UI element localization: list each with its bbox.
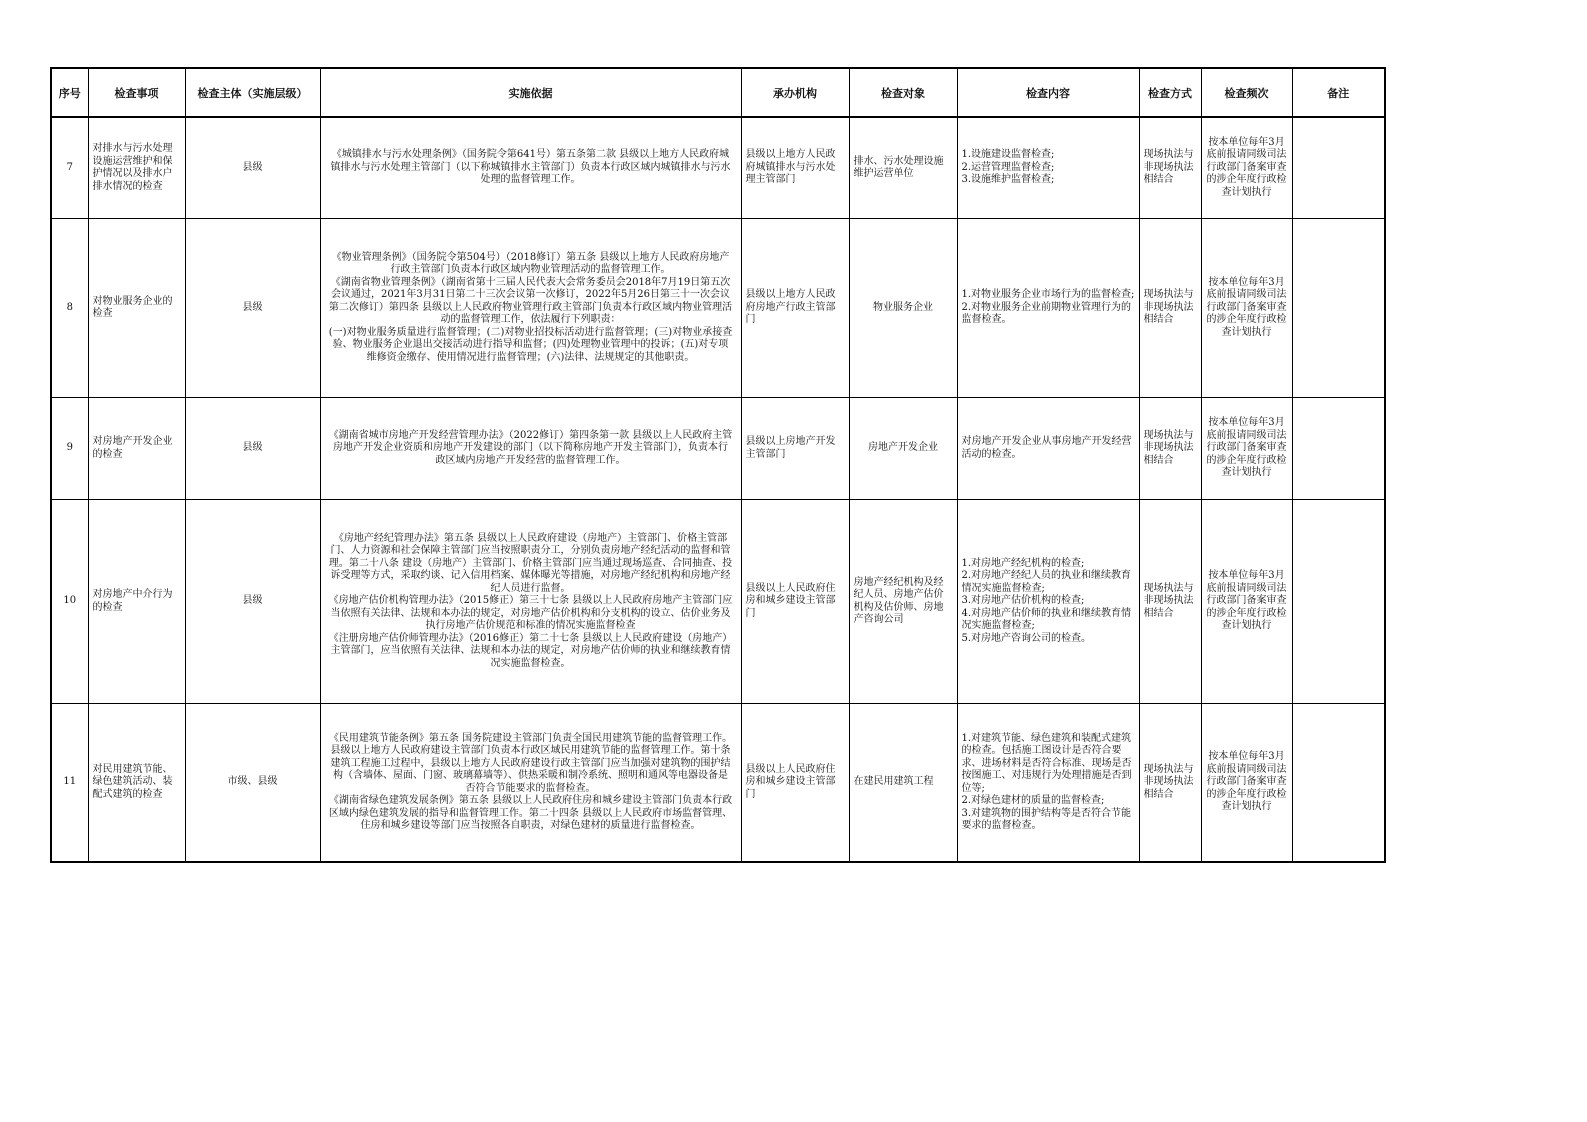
basis-paragraph: 《物业管理条例》（国务院令第504号）（2018修订）第五条 县级以上地方人民政府房地产行政主管部门负责本行政区域内物业管理活动的监督管理工作。	[331, 251, 730, 276]
content-item: 对房地产开发企业从事房地产开发经营活动的检查。	[961, 436, 1132, 460]
header-frequency: 检查频次	[1201, 68, 1292, 117]
agency-cell: 县级以上地方人民政府房地产行政主管部门	[741, 219, 849, 398]
method-cell: 现场执法与非现场执法相结合	[1139, 704, 1201, 863]
frequency-cell: 按本单位每年3月底前报请同级司法行政部门备案审查的涉企年度行政检查计划执行	[1201, 500, 1292, 704]
inspection-table	[50, 67, 1386, 863]
seq-cell: 11	[51, 704, 88, 863]
basis-paragraph: 《城镇排水与污水处理条例》（国务院令第641号）第五条第二款 县级以上地方人民政府城镇排水与污水处理主管部门（以下称城镇排水主管部门）负责本行政区域内城镇排水与污水处理的监督管理工作。	[330, 149, 731, 186]
remark-cell	[1292, 500, 1385, 704]
table-row	[51, 500, 1385, 704]
basis-paragraph: 《房地产经纪管理办法》第五条 县级以上人民政府建设（房地产）主管部门、价格主管部门、人力资源和社会保障主管部门应当按照职责分工，分别负责房地产经纪活动的监督和管理。第二十八条 建设（房地产）主管部门、价格主管部门应当通过现场巡查、合同抽查、投诉受理等方式，采取约谈、记入信用档案、媒体曝光等措施，对房地产经纪机构和房地产经纪人员进行监督。	[328, 532, 733, 594]
basis-paragraph: 《湖南省物业管理条例》（湖南省第十三届人民代表大会常务委员会2018年7月19日第五次会议通过，2021年3月31日第二十三次会议第一次修订，2022年5月26日第三十一次会议第二次修订）第四条 县级以上人民政府物业管理行政主管部门负责本行政区域内物业管理活动的监督管理工作，依法履行下列职责：	[328, 276, 733, 326]
frequency-cell: 按本单位每年3月底前报请同级司法行政部门备案审查的涉企年度行政检查计划执行	[1201, 117, 1292, 219]
content-item: 2.对物业服务企业前期物业管理行为的监督检查。	[961, 301, 1132, 326]
content-item: 2.对绿色建材的质量的监督检查;	[961, 795, 1105, 806]
content-item: 5.对房地产咨询公司的检查。	[961, 632, 1092, 644]
header-content: 检查内容	[957, 68, 1139, 117]
basis-paragraph: 《房地产估价机构管理办法》（2015修正）第三十七条 县级以上人民政府房地产主管部门应当依照有关法律、法规和本办法的规定，对房地产估价机构和分支机构的设立、估价业务及执行房地产估价规范和标准的情况实施监督检查	[328, 595, 733, 632]
content-cell	[957, 117, 1139, 219]
content-item: 3.对建筑物的围护结构等是否符合节能要求的监督检查。	[961, 807, 1132, 831]
table-row	[51, 219, 1385, 398]
remark-cell	[1292, 398, 1385, 500]
agency-cell: 县级以上房地产开发主管部门	[741, 398, 849, 500]
content-cell	[957, 500, 1139, 704]
target-cell: 房地产经纪机构及经纪人员、房地产估价机构及估价师、房地产咨询公司	[849, 500, 957, 704]
agency-cell: 县级以上人民政府住房和城乡建设主管部门	[741, 704, 849, 863]
basis-cell	[320, 704, 741, 863]
table-row	[51, 704, 1385, 863]
basis-paragraph: (一)对物业服务质量进行监督管理；(二)对物业招投标活动进行监督管理；(三)对物业承接查验、物业服务企业退出交接活动进行指导和监督；(四)处理物业管理中的投诉；(五)对专项维修资金缴存、使用情况进行监督管理；(六)法律、法规规定的其他职责。	[328, 326, 733, 363]
target-cell: 在建民用建筑工程	[849, 704, 957, 863]
method-cell: 现场执法与非现场执法相结合	[1139, 398, 1201, 500]
item-cell: 对物业服务企业的检查	[88, 219, 185, 398]
header-item: 检查事项	[88, 68, 185, 117]
basis-paragraph: 《民用建筑节能条例》第五条 国务院建设主管部门负责全国民用建筑节能的监督管理工作。县级以上地方人民政府建设主管部门负责本行政区域民用建筑节能的监督管理工作。第十条 建筑工程施工过程中，县级以上地方人民政府建设行政主管部门应当加强对建筑物的围护结构（含墙体、屋面、门窗、玻璃幕墙等）、供热采暖和制冷系统、照明和通风等电器设备是否符合节能要求的监督检查。	[328, 732, 733, 794]
remark-cell	[1292, 704, 1385, 863]
agency-cell: 县级以上地方人民政府城镇排水与污水处理主管部门	[741, 117, 849, 219]
seq-cell: 10	[51, 500, 88, 704]
seq-cell: 8	[51, 219, 88, 398]
header-method: 检查方式	[1139, 68, 1201, 117]
content-item: 2.对房地产经纪人员的执业和继续教育情况实施监督检查;	[961, 570, 1132, 594]
header-target: 检查对象	[849, 68, 957, 117]
content-item: 1.对物业服务企业市场行为的监督检查;	[961, 289, 1135, 301]
level-cell: 县级	[185, 219, 320, 398]
content-cell	[957, 398, 1139, 500]
content-item: 2.运营管理监督检查;	[961, 161, 1055, 173]
seq-cell: 9	[51, 398, 88, 500]
remark-cell	[1292, 219, 1385, 398]
method-cell: 现场执法与非现场执法相结合	[1139, 117, 1201, 219]
header-remark: 备注	[1292, 68, 1385, 117]
header-seq: 序号	[51, 68, 88, 117]
level-cell: 县级	[185, 117, 320, 219]
content-item: 3.设施维护监督检查;	[961, 174, 1055, 186]
target-cell: 物业服务企业	[849, 219, 957, 398]
table-header-row	[51, 68, 1385, 117]
level-cell: 县级	[185, 500, 320, 704]
item-cell: 对房地产开发企业的检查	[88, 398, 185, 500]
frequency-cell: 按本单位每年3月底前报请同级司法行政部门备案审查的涉企年度行政检查计划执行	[1201, 219, 1292, 398]
header-basis: 实施依据	[320, 68, 741, 117]
target-cell: 房地产开发企业	[849, 398, 957, 500]
remark-cell	[1292, 117, 1385, 219]
content-cell	[957, 704, 1139, 863]
table-row	[51, 117, 1385, 219]
item-cell: 对房地产中介行为的检查	[88, 500, 185, 704]
table-row	[51, 398, 1385, 500]
frequency-cell: 按本单位每年3月底前报请同级司法行政部门备案审查的涉企年度行政检查计划执行	[1201, 704, 1292, 863]
basis-cell	[320, 117, 741, 219]
basis-cell	[320, 219, 741, 398]
basis-cell	[320, 398, 741, 500]
seq-cell: 7	[51, 117, 88, 219]
content-item: 3.对房地产估价机构的检查;	[961, 595, 1085, 607]
method-cell: 现场执法与非现场执法相结合	[1139, 500, 1201, 704]
content-item: 1.对建筑节能、绿色建筑和装配式建筑的检查。包括施工图设计是否符合要求、进场材料是否符合标准、现场是否按图施工、对违规行为处理措施是否到位等;	[961, 732, 1132, 794]
content-item: 1.设施建设监督检查;	[961, 149, 1055, 161]
item-cell: 对民用建筑节能、绿色建筑活动、装配式建筑的检查	[88, 704, 185, 863]
basis-paragraph: 《湖南省城市房地产开发经营管理办法》（2022修订）第四条第一款 县级以上人民政府主管房地产开发企业资质和房地产开发建设的部门（以下简称房地产开发主管部门），负责本行政区域内房地产开发经营的监督管理工作。	[328, 429, 733, 466]
basis-cell	[320, 500, 741, 704]
content-item: 4.对房地产估价师的执业和继续教育情况实施监督检查;	[961, 607, 1132, 632]
level-cell: 县级	[185, 398, 320, 500]
header-agency: 承办机构	[741, 68, 849, 117]
level-cell: 市级、县级	[185, 704, 320, 863]
method-cell: 现场执法与非现场执法相结合	[1139, 219, 1201, 398]
content-item: 1.对房地产经纪机构的检查;	[961, 557, 1085, 569]
content-cell	[957, 219, 1139, 398]
target-cell: 排水、污水处理设施维护运营单位	[849, 117, 957, 219]
basis-paragraph: 《注册房地产估价师管理办法》（2016修正）第二十七条 县级以上人民政府建设（房地产）主管部门，应当依照有关法律、法规和本办法的规定，对房地产估价师的执业和继续教育情况实施监督检查。	[328, 632, 733, 669]
header-level: 检查主体（实施层级）	[185, 68, 320, 117]
frequency-cell: 按本单位每年3月底前报请同级司法行政部门备案审查的涉企年度行政检查计划执行	[1201, 398, 1292, 500]
item-cell: 对排水与污水处理设施运营维护和保护情况以及排水户排水情况的检查	[88, 117, 185, 219]
basis-paragraph: 《湖南省绿色建筑发展条例》第五条 县级以上人民政府住房和城乡建设主管部门负责本行政区域内绿色建筑发展的指导和监督管理工作。第二十四条 县级以上人民政府市场监督管理、住房和城乡建设等部门应当按照各自职责，对绿色建材的质量进行监督检查。	[328, 795, 733, 831]
agency-cell: 县级以上人民政府住房和城乡建设主管部门	[741, 500, 849, 704]
